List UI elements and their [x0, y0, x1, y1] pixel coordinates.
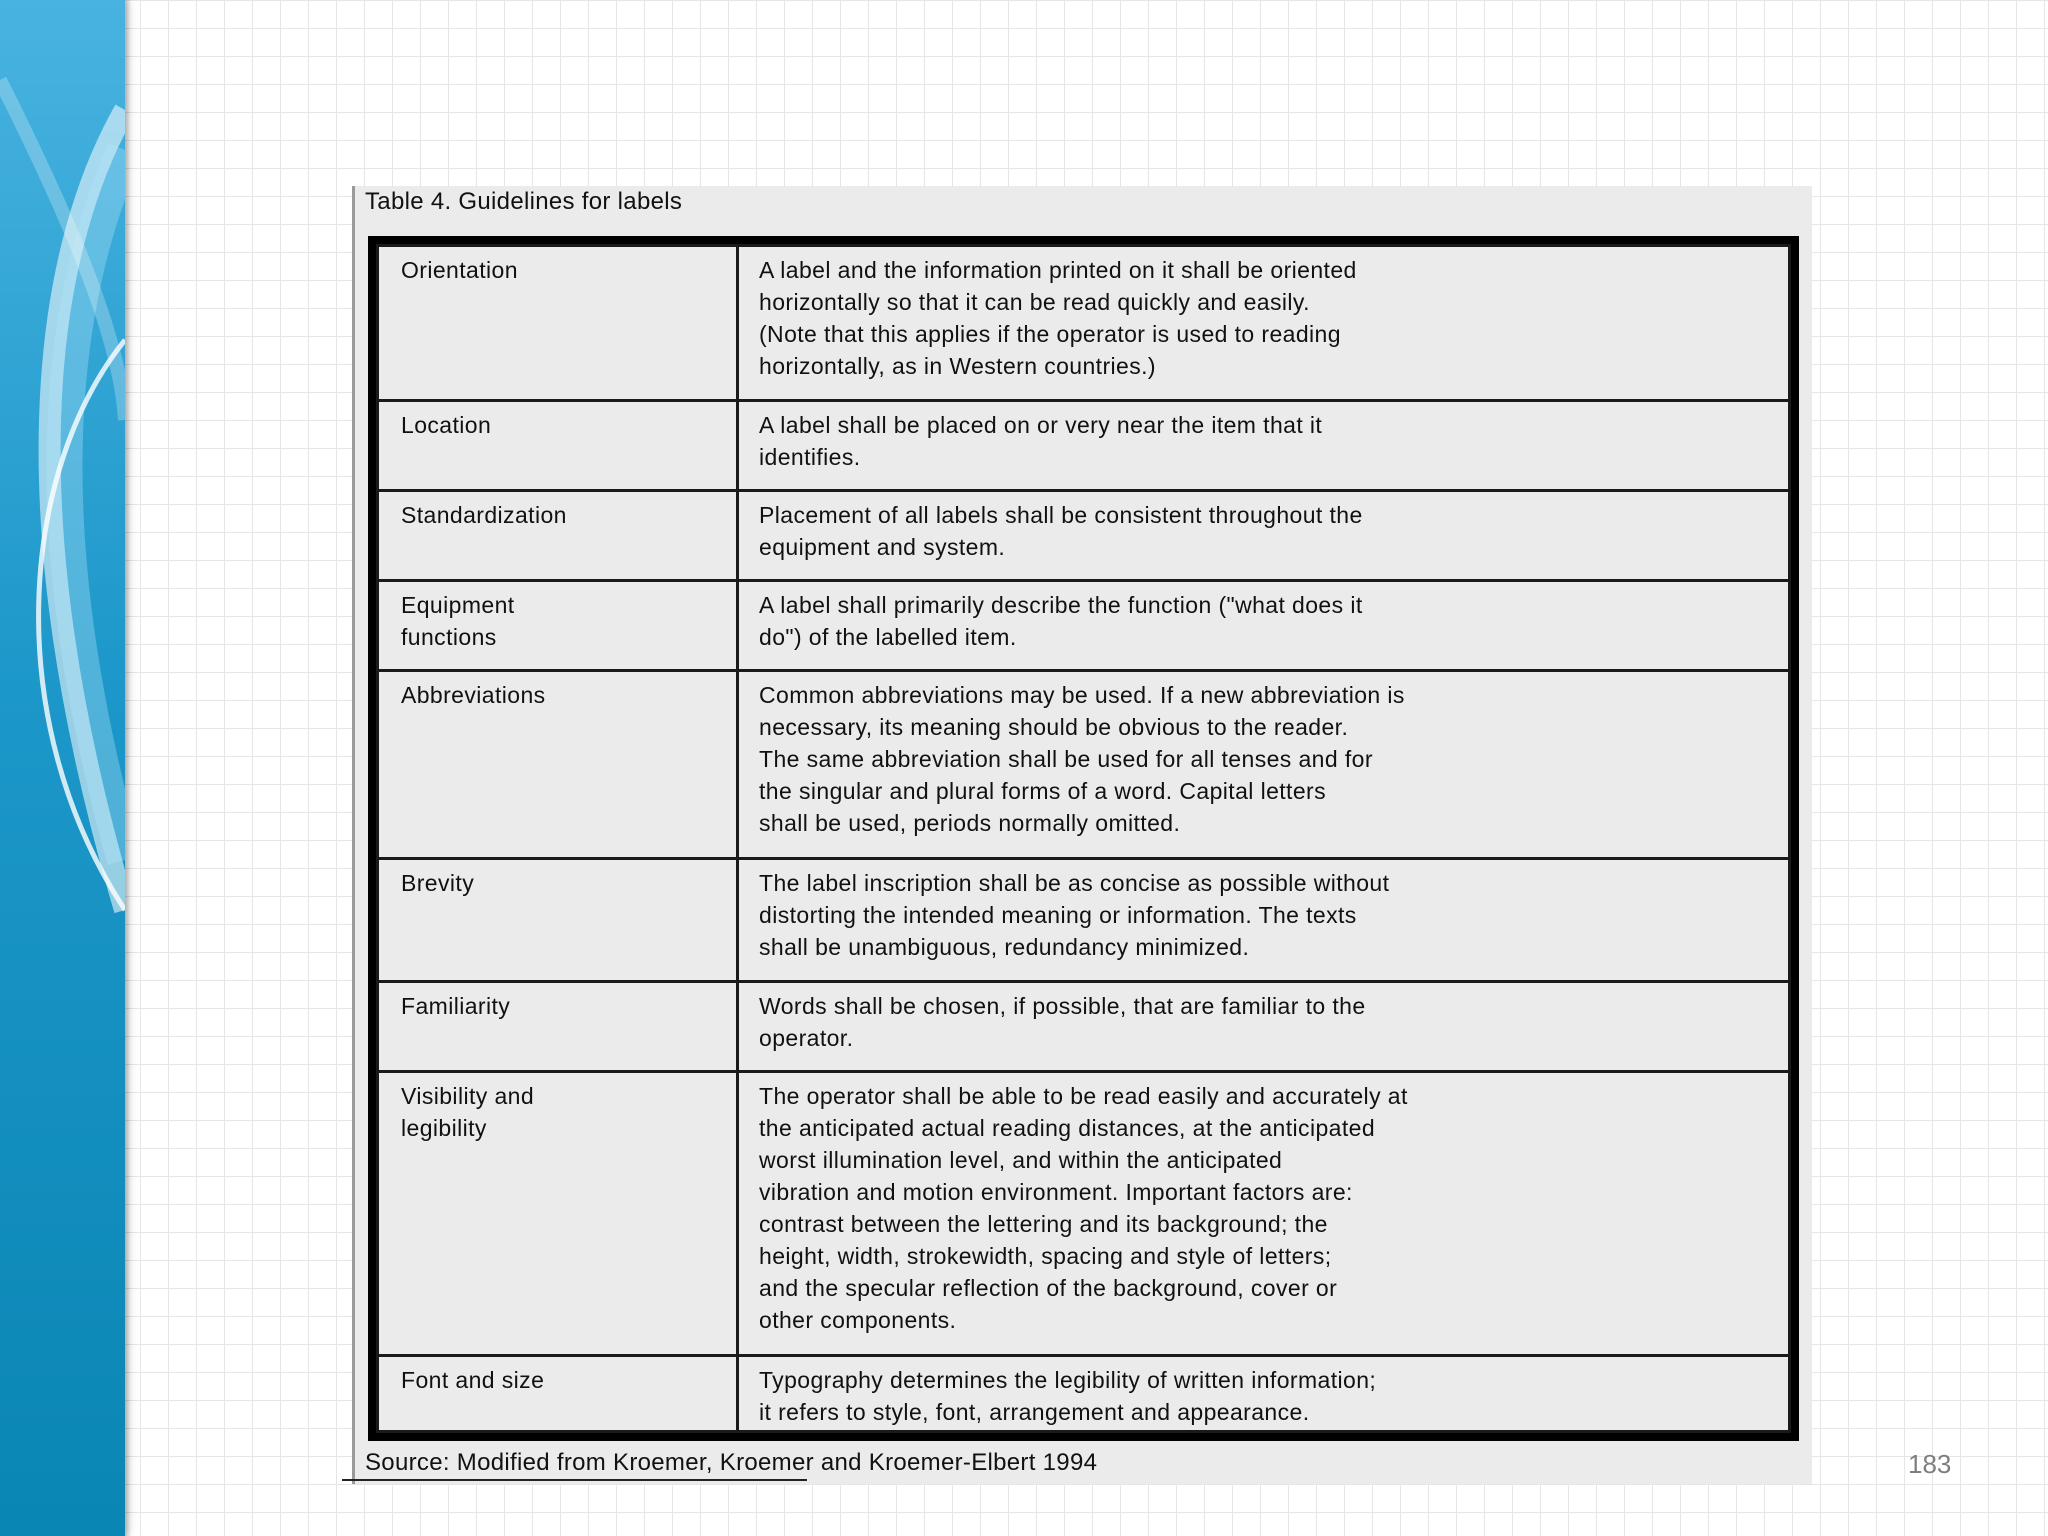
table-source-note: Source: Modified from Kroemer, Kroemer and Kroemer-Elbert 1994 — [365, 1449, 1098, 1476]
term-text: Orientation — [401, 257, 518, 283]
description-cell: A label shall be placed on or very near the item that it identifies. — [738, 401, 1790, 491]
term-cell — [378, 491, 738, 581]
term-cell — [378, 401, 738, 491]
table-row — [378, 1072, 1790, 1356]
term-cell — [378, 671, 738, 859]
table-row — [378, 1356, 1790, 1432]
description-cell: Words shall be chosen, if possible, that are familiar to the operator. — [738, 982, 1790, 1072]
term-text: Font and size — [401, 1367, 545, 1393]
table-row — [378, 491, 1790, 581]
description-cell: The operator shall be able to be read easily and accurately at the anticipated actual reading distances, at the anticipated worst illumination level, and within the anticipated vibration and motion environment. Important factors are: contrast between the lettering and its background; the height, width, strokewidth, spacing and style of letters; and the specular reflection of the background, cover or other components. — [738, 1072, 1790, 1356]
guidelines-table-image — [352, 186, 1812, 1484]
term-text: Standardization — [401, 502, 567, 528]
description-cell: Common abbreviations may be used. If a new abbreviation is necessary, its meaning should be obvious to the reader. The same abbreviation shall be used for all tenses and for the singular and plural forms of a word. Capital letters shall be used, periods normally omitted. — [738, 671, 1790, 859]
term-cell — [378, 1072, 738, 1356]
term-text: Location — [401, 412, 492, 438]
description-cell: The label inscription shall be as concise as possible without distorting the intended meaning or information. The texts shall be unambiguous, redundancy minimized. — [738, 859, 1790, 982]
term-cell — [378, 859, 738, 982]
table-frame — [368, 236, 1799, 1441]
side-band-shadow — [125, 0, 131, 1536]
term-text: Visibility and legibility — [401, 1083, 535, 1141]
term-text: Familiarity — [401, 993, 511, 1019]
description-cell: A label and the information printed on it shall be oriented horizontally so that it can be read quickly and easily. (Note that this applies if the operator is used to reading horizontally, as in Western countries.) — [738, 246, 1790, 401]
description-cell: Typography determines the legibility of written information; it refers to style, font, arrangement and appearance. — [738, 1356, 1790, 1432]
term-text: Equipment functions — [401, 592, 515, 650]
table-row — [378, 982, 1790, 1072]
description-cell: A label shall primarily describe the function ("what does it do") of the labelled item. — [738, 581, 1790, 671]
table-row — [378, 581, 1790, 671]
table-row — [378, 671, 1790, 859]
decorative-swoosh-graphic — [0, 0, 125, 1536]
term-cell — [378, 246, 738, 401]
source-underline — [342, 1479, 807, 1481]
table-caption: Table 4. Guidelines for labels — [365, 188, 683, 215]
term-cell — [378, 1356, 738, 1432]
table-row — [378, 246, 1790, 401]
page-number: 183 — [1908, 1449, 1952, 1479]
decorative-side-band — [0, 0, 125, 1536]
term-text: Brevity — [401, 870, 475, 896]
guidelines-table — [376, 244, 1791, 1433]
term-text: Abbreviations — [401, 682, 546, 708]
description-cell: Placement of all labels shall be consistent throughout the equipment and system. — [738, 491, 1790, 581]
table-row — [378, 401, 1790, 491]
table-row — [378, 859, 1790, 982]
term-cell — [378, 581, 738, 671]
term-cell — [378, 982, 738, 1072]
